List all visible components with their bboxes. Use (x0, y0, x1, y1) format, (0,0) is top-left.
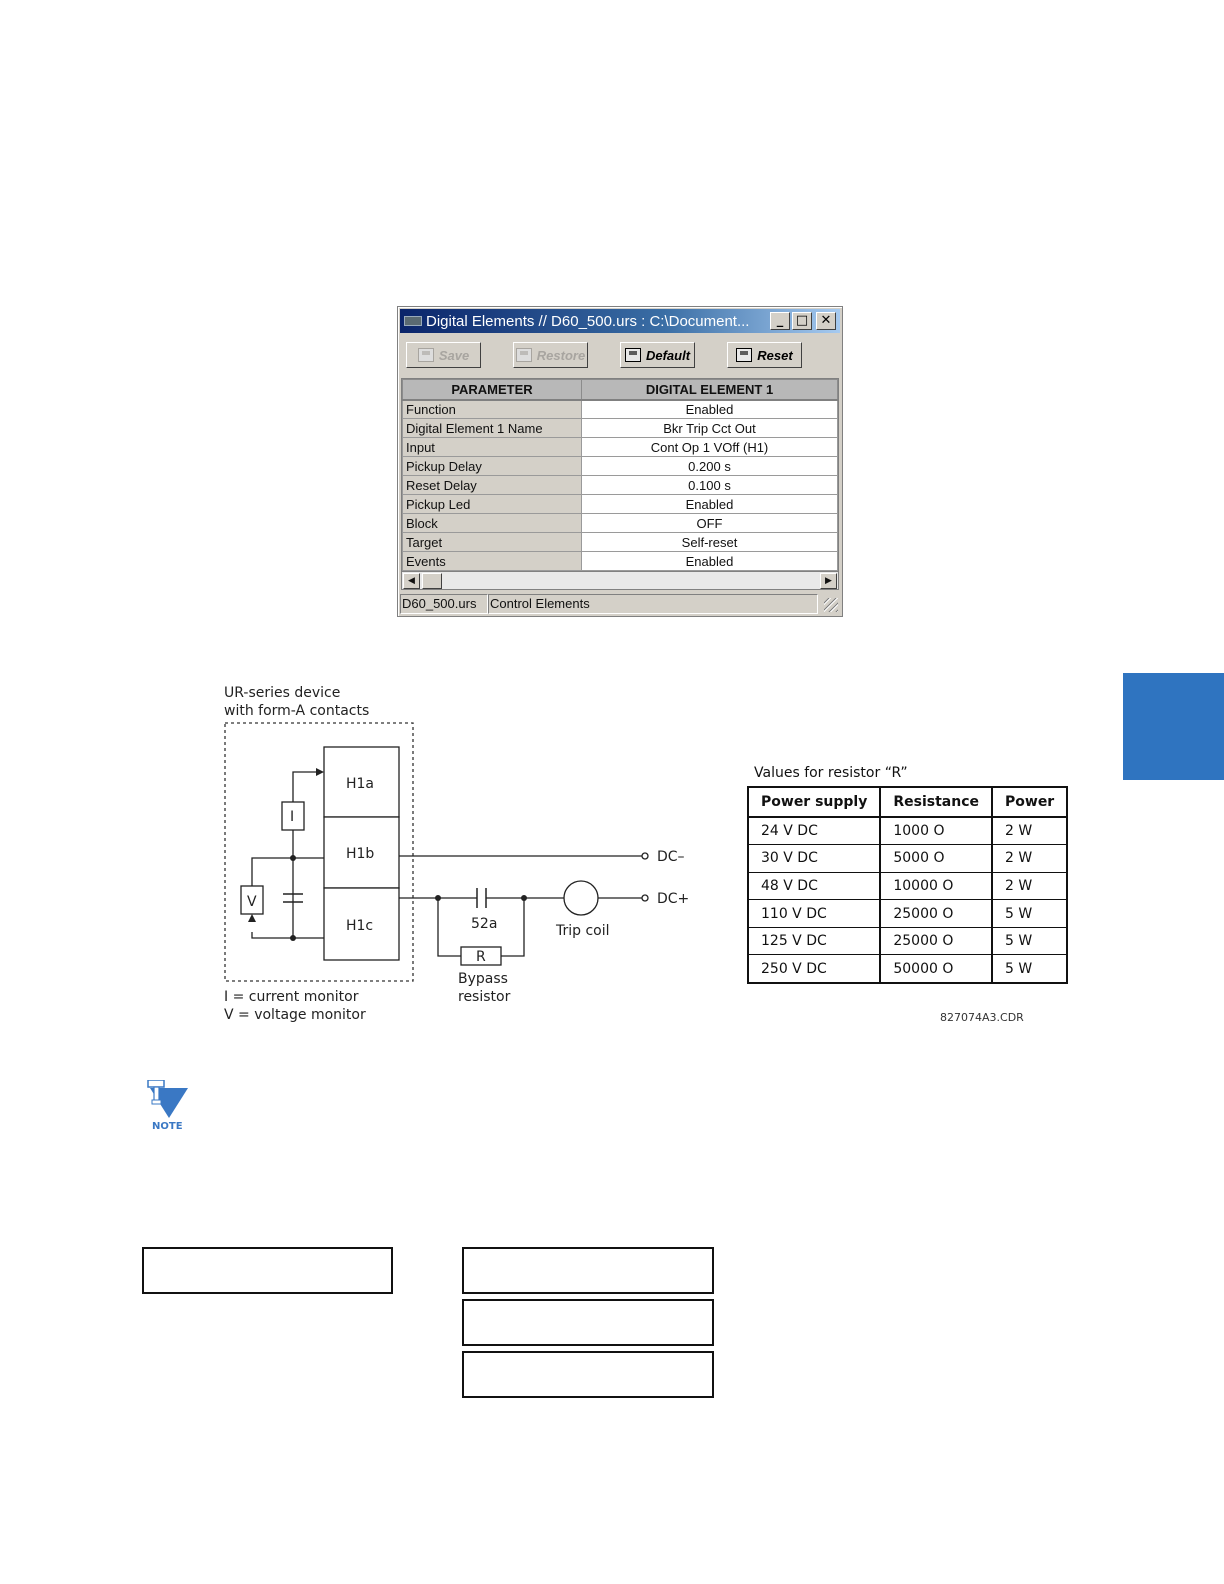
resistor-table-title: Values for resistor “R” (754, 765, 908, 781)
table-cell: 5000 O (880, 845, 992, 873)
value-cell[interactable]: Bkr Trip Cct Out (582, 419, 838, 438)
settings-grid (401, 378, 839, 572)
empty-box (142, 1247, 393, 1294)
chapter-tab (1123, 673, 1224, 780)
table-row (403, 476, 838, 495)
trip-coil-label: Trip coil (556, 923, 610, 939)
column-header-power-supply: Power supply (748, 787, 880, 817)
table-row (403, 533, 838, 552)
table-row (748, 955, 1067, 983)
figure-code: 827074A3.CDR (940, 1011, 1024, 1024)
restore-label: Restore (536, 347, 586, 363)
status-bar (400, 594, 840, 614)
app-icon (404, 316, 422, 326)
column-header-resistance: Resistance (880, 787, 992, 817)
table-row (748, 845, 1067, 873)
value-cell[interactable]: 0.200 s (582, 457, 838, 476)
trip-coil-symbol (564, 881, 598, 915)
horizontal-scrollbar[interactable] (401, 571, 839, 590)
scroll-thumb[interactable] (422, 573, 442, 589)
status-file: D60_500.urs (400, 594, 488, 614)
parameter-cell: Pickup Delay (403, 457, 582, 476)
table-row (748, 900, 1067, 928)
parameter-cell: Target (403, 533, 582, 552)
note-symbol (144, 1080, 192, 1122)
note-icon (144, 1080, 192, 1136)
table-row (403, 400, 838, 419)
table-row (403, 495, 838, 514)
reset-icon (736, 348, 752, 362)
table-row (748, 872, 1067, 900)
bypass-label-line1: Bypass (458, 971, 508, 987)
value-cell[interactable]: Self-reset (582, 533, 838, 552)
bypass-label-line2: resistor (458, 989, 511, 1005)
voltage-monitor-label: V (247, 894, 257, 910)
save-icon (418, 348, 434, 362)
note-label: NOTE (152, 1121, 183, 1132)
device-label-line1: UR-series device (224, 685, 341, 701)
table-row (403, 552, 838, 571)
resistor-values-table (747, 786, 1068, 984)
table-cell: 2 W (992, 845, 1067, 873)
current-monitor-label: I (290, 809, 295, 825)
window-titlebar (400, 309, 840, 333)
resistor-label: R (476, 949, 486, 965)
legend-current: I = current monitor (224, 989, 359, 1005)
dc-positive-label: DC+ (657, 891, 690, 907)
value-cell[interactable]: OFF (582, 514, 838, 533)
value-cell[interactable]: Enabled (582, 400, 838, 419)
value-cell[interactable]: Enabled (582, 552, 838, 571)
column-header-digital-element: DIGITAL ELEMENT 1 (582, 380, 838, 400)
table-row (403, 419, 838, 438)
restore-button[interactable] (513, 342, 588, 368)
save-label: Save (438, 347, 470, 363)
dc-negative-label: DC– (657, 849, 685, 865)
value-cell[interactable]: 0.100 s (582, 476, 838, 495)
breaker-contact-label: 52a (471, 916, 498, 932)
table-cell: 2 W (992, 872, 1067, 900)
contact-h1b-label: H1b (346, 846, 375, 862)
default-button[interactable] (620, 342, 695, 368)
table-cell: 2 W (992, 817, 1067, 845)
toolbar (400, 339, 840, 371)
table-row (403, 438, 838, 457)
table-row (403, 514, 838, 533)
empty-box (462, 1351, 714, 1398)
minimize-icon[interactable]: _ (770, 312, 790, 330)
table-cell: 110 V DC (748, 900, 880, 928)
parameter-cell: Input (403, 438, 582, 457)
table-cell: 125 V DC (748, 927, 880, 955)
table-cell: 5 W (992, 900, 1067, 928)
reset-label: Reset (757, 347, 793, 363)
device-label-line2: with form-A contacts (224, 703, 370, 719)
contact-h1c-label: H1c (346, 918, 374, 934)
table-cell: 5 W (992, 955, 1067, 983)
value-cell[interactable]: Enabled (582, 495, 838, 514)
status-section: Control Elements (488, 594, 818, 614)
parameter-cell: Digital Element 1 Name (403, 419, 582, 438)
default-label: Default (645, 347, 691, 363)
restore-icon (516, 348, 532, 362)
table-cell: 25000 O (880, 900, 992, 928)
table-cell: 250 V DC (748, 955, 880, 983)
parameter-cell: Function (403, 400, 582, 419)
parameter-cell: Pickup Led (403, 495, 582, 514)
save-button[interactable] (406, 342, 481, 368)
scroll-right-icon[interactable]: ▶ (820, 573, 837, 589)
table-cell: 50000 O (880, 955, 992, 983)
table-cell: 48 V DC (748, 872, 880, 900)
empty-box (462, 1247, 714, 1294)
value-cell[interactable]: Cont Op 1 VOff (H1) (582, 438, 838, 457)
maximize-icon[interactable]: □ (792, 312, 812, 330)
table-row (748, 817, 1067, 845)
table-row (403, 457, 838, 476)
legend-voltage: V = voltage monitor (224, 1007, 366, 1023)
scroll-left-icon[interactable]: ◀ (403, 573, 420, 589)
table-row (748, 927, 1067, 955)
parameter-cell: Block (403, 514, 582, 533)
column-header-parameter: PARAMETER (403, 380, 582, 400)
digital-elements-window (397, 306, 843, 617)
table-cell: 1000 O (880, 817, 992, 845)
reset-button[interactable] (727, 342, 802, 368)
parameter-cell: Reset Delay (403, 476, 582, 495)
default-icon (625, 348, 641, 362)
table-cell: 30 V DC (748, 845, 880, 873)
table-cell: 5 W (992, 927, 1067, 955)
contact-h1a-label: H1a (346, 776, 375, 792)
table-cell: 25000 O (880, 927, 992, 955)
close-icon[interactable]: ✕ (816, 312, 836, 330)
empty-box (462, 1299, 714, 1346)
parameter-cell: Events (403, 552, 582, 571)
table-cell: 10000 O (880, 872, 992, 900)
column-header-power: Power (992, 787, 1067, 817)
resize-grip-icon[interactable] (824, 598, 838, 612)
window-title: Digital Elements // D60_500.urs : C:\Document... (426, 312, 750, 330)
table-cell: 24 V DC (748, 817, 880, 845)
